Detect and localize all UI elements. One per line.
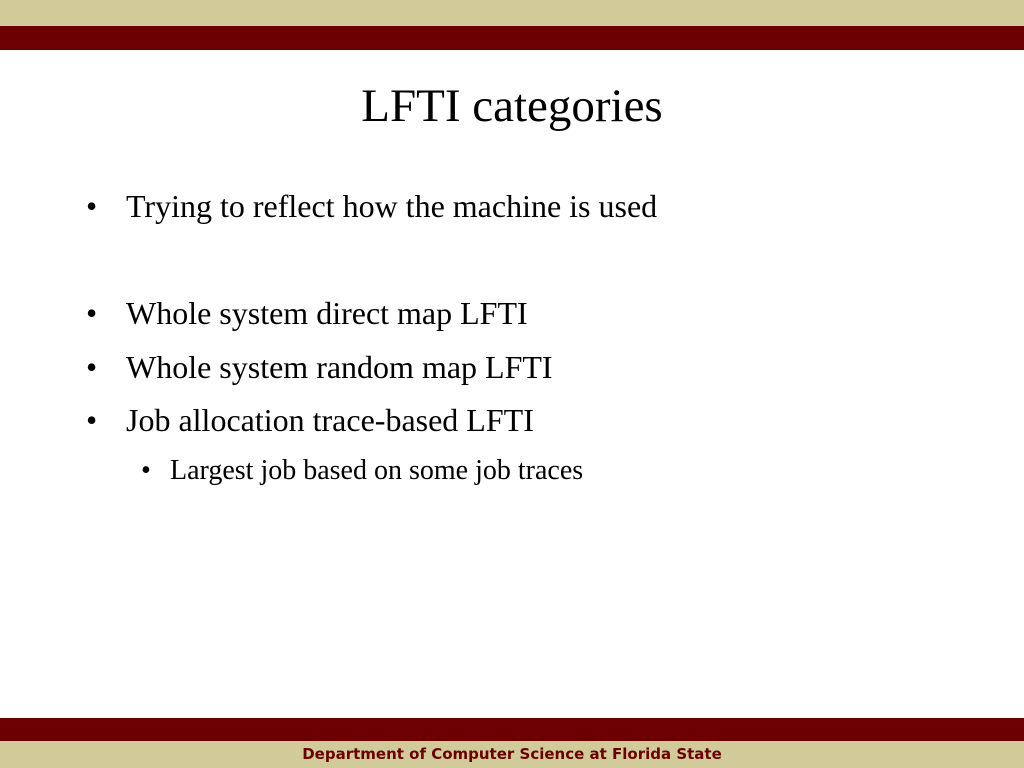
sub-bullet-dot: • bbox=[141, 455, 151, 486]
bullet-item bbox=[86, 347, 553, 387]
bottom-maroon-band bbox=[0, 718, 1024, 741]
bullet-text: Whole system direct map LFTI bbox=[126, 295, 528, 331]
bullet-text: Trying to reflect how the machine is used bbox=[126, 188, 658, 224]
slide-title: LFTI categories bbox=[361, 80, 663, 132]
bullet-dot: • bbox=[86, 349, 98, 385]
footer-department-text: Department of Computer Science at Florida State bbox=[302, 745, 722, 763]
bullet-item bbox=[86, 186, 657, 226]
top-maroon-band bbox=[0, 26, 1024, 50]
bullet-text: Job allocation trace-based LFTI bbox=[126, 402, 534, 438]
bullet-item bbox=[86, 400, 534, 440]
bullet-text: Whole system random map LFTI bbox=[126, 349, 553, 385]
bullet-dot: • bbox=[86, 402, 98, 438]
sub-bullet-item bbox=[141, 453, 583, 489]
bullet-dot: • bbox=[86, 295, 98, 331]
bullet-item bbox=[86, 293, 528, 333]
sub-bullet-text: Largest job based on some job traces bbox=[170, 455, 584, 486]
top-tan-band bbox=[0, 0, 1024, 26]
bullet-dot: • bbox=[86, 188, 98, 224]
